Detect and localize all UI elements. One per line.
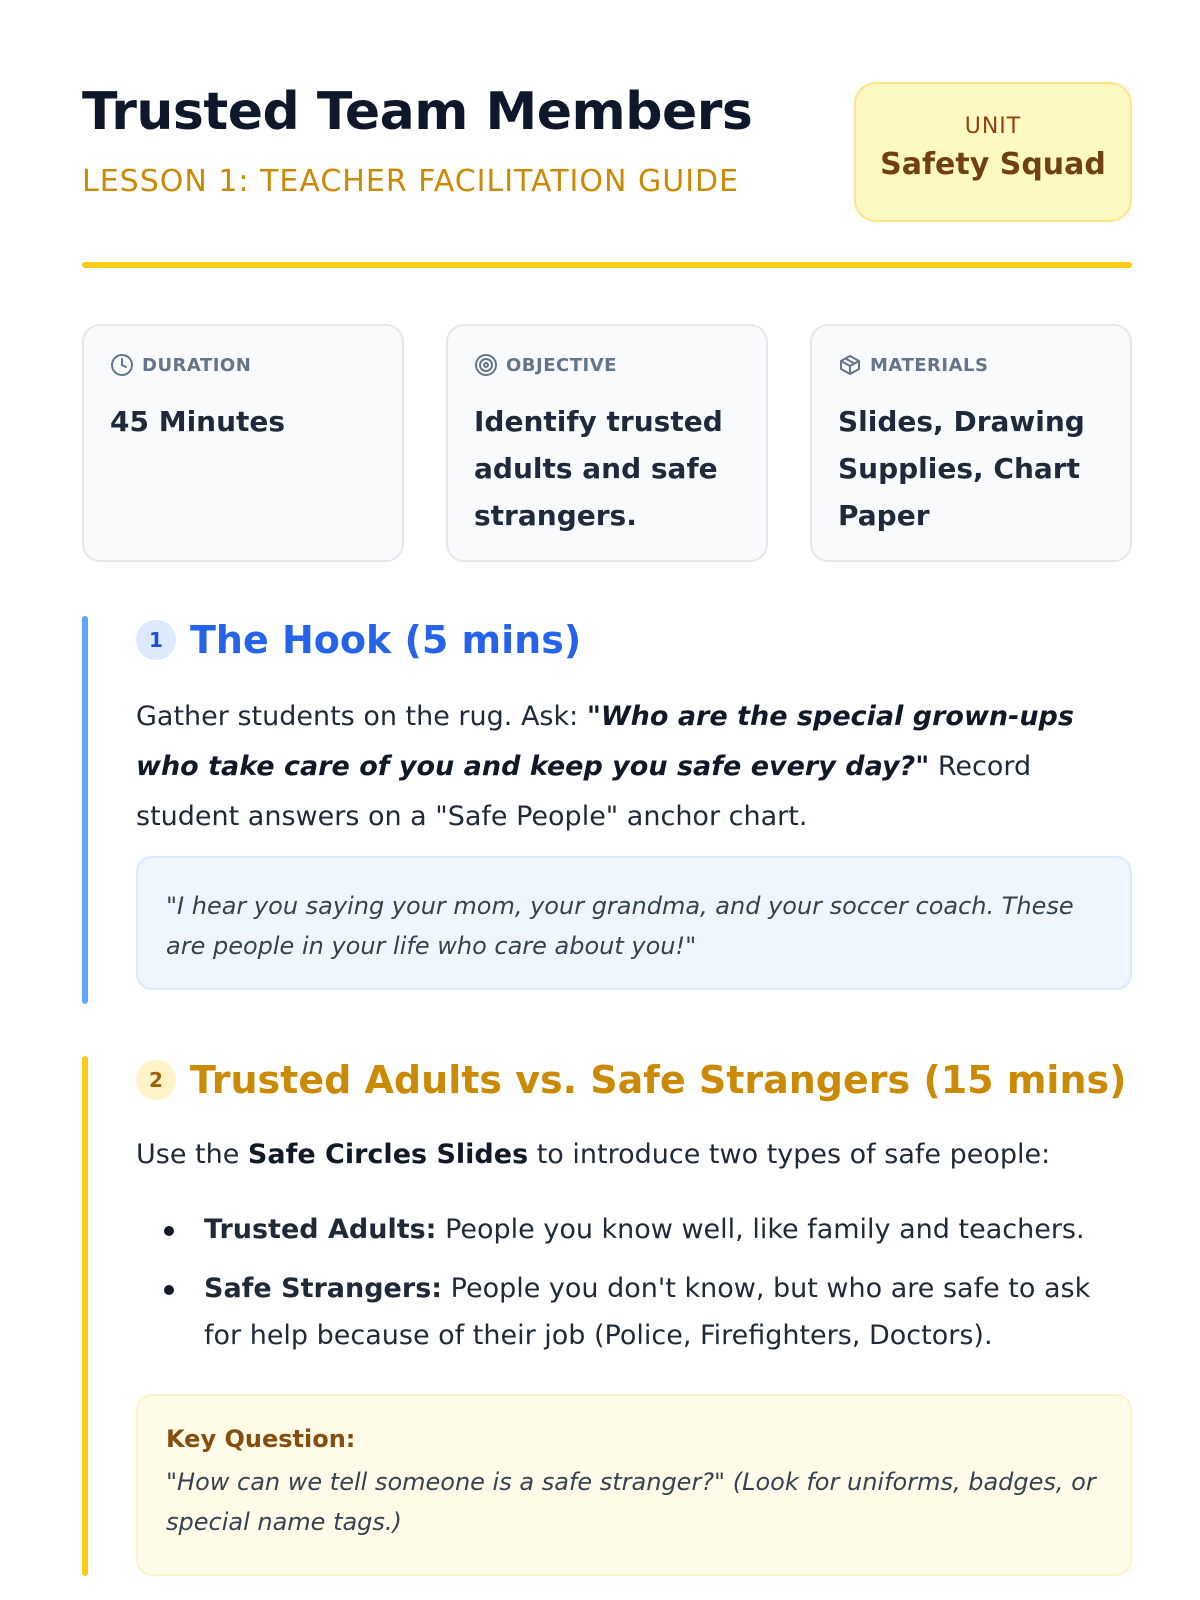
objective-header — [474, 352, 740, 378]
step-number-badge: 1 — [136, 620, 176, 660]
header-divider — [82, 262, 1132, 268]
key-question-text: "How can we tell someone is a safe stranger?" (Look for uniforms, badges, or special name tags.) — [166, 1468, 1096, 1536]
safe-people-list — [136, 1206, 1126, 1371]
list-item-text: People you don't know, but who are safe to ask for help because of their job (Police, Firefighters, Doctors). — [204, 1273, 1091, 1351]
page-title: Trusted Team Members — [82, 82, 753, 142]
bullet-icon — [164, 1226, 174, 1236]
list-item — [136, 1206, 1126, 1253]
teacher-response-text: "I hear you saying your mom, your grandma, and your soccer coach. These are people in your life who care about you!" — [166, 892, 1074, 960]
objective-label: OBJECTIVE — [506, 354, 617, 376]
duration-value: 45 Minutes — [110, 405, 286, 438]
duration-label: DURATION — [142, 354, 252, 376]
section-hook — [82, 616, 1132, 1004]
slides-reference: Safe Circles Slides — [247, 1139, 529, 1170]
section-hook-title — [136, 618, 581, 662]
trusted-intro-pre: Use the — [136, 1139, 248, 1170]
hook-intro-pre: Gather students on the rug. Ask: — [136, 701, 587, 732]
list-item-term: Safe Strangers: — [204, 1273, 443, 1304]
lesson-info-row — [82, 324, 1132, 564]
duration-card — [82, 324, 404, 562]
bullet-icon — [164, 1285, 174, 1295]
hook-question: "Who are the special grown-ups who take care of you and keep you safe every day?" — [136, 701, 1074, 782]
target-icon — [474, 353, 498, 377]
clock-icon — [110, 353, 134, 377]
box-icon — [838, 353, 862, 377]
hook-intro-post: Record student answers on a "Safe People" anchor chart. — [136, 751, 1032, 832]
materials-label: MATERIALS — [870, 354, 989, 376]
section-hook-accent-bar — [82, 616, 88, 1004]
duration-header — [110, 352, 376, 378]
teacher-response-callout — [136, 856, 1132, 990]
objective-card — [446, 324, 768, 562]
page-header — [82, 82, 1132, 272]
key-question-callout — [136, 1394, 1132, 1576]
step-number-badge: 2 — [136, 1060, 176, 1100]
section-trusted-adults-intro — [136, 1130, 1126, 1180]
objective-value: Identify trusted adults and safe strangers. — [474, 405, 723, 532]
section-trusted-adults-title-text: Trusted Adults vs. Safe Strangers (15 mins) — [190, 1058, 1127, 1102]
list-item — [136, 1265, 1126, 1359]
materials-header — [838, 352, 1104, 378]
unit-name: Safety Squad — [880, 147, 1106, 182]
list-item-text: People you know well, like family and teachers. — [436, 1214, 1085, 1245]
section-trusted-adults-title — [136, 1058, 1127, 1102]
list-item-term: Trusted Adults: — [204, 1214, 437, 1245]
materials-value: Slides, Drawing Supplies, Chart Paper — [838, 405, 1085, 532]
unit-badge — [854, 82, 1132, 222]
unit-label: UNIT — [964, 114, 1022, 139]
materials-card — [810, 324, 1132, 562]
section-trusted-adults-accent-bar — [82, 1056, 88, 1576]
page-subtitle: LESSON 1: TEACHER FACILITATION GUIDE — [82, 164, 740, 199]
section-hook-intro — [136, 692, 1126, 842]
section-trusted-adults — [82, 1056, 1132, 1576]
key-question-label: Key Question: — [166, 1425, 356, 1453]
section-hook-title-text: The Hook (5 mins) — [190, 618, 582, 662]
trusted-intro-post: to introduce two types of safe people: — [528, 1139, 1051, 1170]
